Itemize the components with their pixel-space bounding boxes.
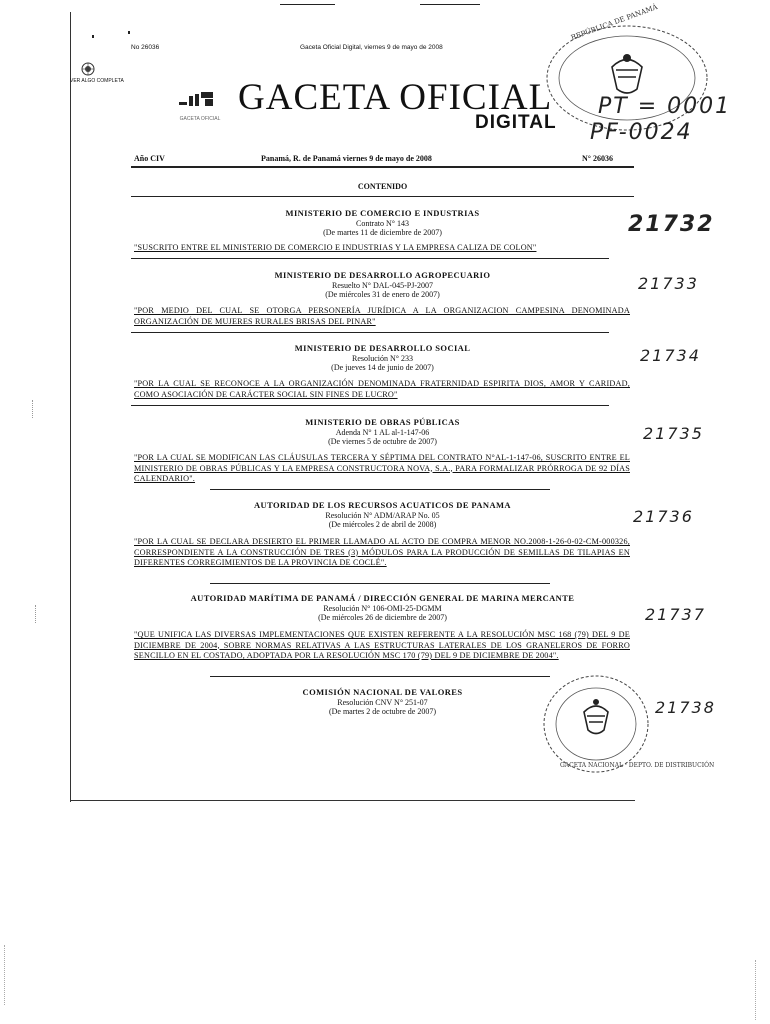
scan-dot xyxy=(128,31,130,34)
entry-doc: Resolución N° 106-OMI-25-DGMM xyxy=(323,604,442,613)
entry-hand-number: 21734 xyxy=(640,346,701,365)
entry-doc: Resuelto N° DAL-045-PJ-2007 xyxy=(332,281,433,290)
scan-smudge xyxy=(32,400,47,418)
entry-entity: MINISTERIO DE OBRAS PÚBLICAS xyxy=(305,417,460,427)
entry-title[interactable]: "POR MEDIO DEL CUAL SE OTORGA PERSONERÍA JURÍDICA A LA ORGANIZACION CAMPESINA DENOMINADA ORGANIZACIÓN DE MUJERES RURALES BRISAS DEL PINAR" xyxy=(134,306,630,326)
entry-title[interactable]: "POR LA CUAL SE MODIFICAN LAS CLÁUSULAS TERCERA Y SÉPTIMA DEL CONTRATO N°AL-1-147-06, SUSCRITO ENTRE EL MINISTERIO DE OBRAS PÚBLICAS Y LA EMPRESA CONSTRUCTORA NOVA, S.A., PARA FORMALIZAR PRÓRROGA DE 92 DÍAS CALENDARIO". xyxy=(134,453,630,483)
entry-date: (De martes 2 de octubre de 2007) xyxy=(328,707,437,716)
entry-entity: COMISIÓN NACIONAL DE VALORES xyxy=(302,687,463,697)
masthead-title: GACETA OFICIAL xyxy=(238,77,553,118)
entry-doc: Resolución N° ADM/ARAP No. 05 xyxy=(325,511,440,520)
handwritten-note-2: PF-0024 xyxy=(590,120,693,145)
entry-hand-number: 21736 xyxy=(633,507,694,526)
entry-hand-number: 21735 xyxy=(643,424,704,443)
entry-rule xyxy=(131,258,609,259)
place-date: Panamá, R. de Panamá viernes 9 de mayo de 2008 xyxy=(261,154,432,163)
entry-title[interactable]: "QUE UNIFICA LAS DIVERSAS IMPLEMENTACIONES QUE EXISTEN REFERENTE A LA RESOLUCIÓN MSC 168 (79) DEL 9 DE DICIEMBRE DE 2004, SOBRE NORMAS RELATIVAS A LAS ESTRUCTURAS LATERALES DE LOS GRANELEROS DE FORRO SENCILLO EN EL COSTADO, ADOPTADA POR LA RESOLUCIÓN MSC 170 (79) DEL 9 DE DICIEMBRE DE 2004". xyxy=(134,630,630,660)
entry-rule xyxy=(131,332,609,333)
entry-entity: AUTORIDAD MARÍTIMA DE PANAMÁ / DIRECCIÓN GENERAL DE MARINA MERCANTE xyxy=(190,593,575,603)
handwritten-note-1: PT = 0001 xyxy=(598,94,732,119)
top-scan-mark xyxy=(280,4,335,5)
masthead-emblem-icon xyxy=(175,90,225,119)
page-left-border xyxy=(70,12,71,802)
contents-heading: CONTENIDO xyxy=(357,182,408,191)
stamp-bottom-text: GACETA NACIONAL · DEPTO. DE DISTRIBUCIÓN xyxy=(560,762,715,769)
entry-doc: Resolución CNV N° 251-07 xyxy=(337,698,428,707)
entry-entity: MINISTERIO DE COMERCIO E INDUSTRIAS xyxy=(285,208,480,218)
running-title: Gaceta Oficial Digital, viernes 9 de mayo de 2008 xyxy=(300,44,443,51)
issue-number: N° 26036 xyxy=(582,154,613,163)
entry-rule xyxy=(210,489,550,490)
contents-rule xyxy=(131,196,634,197)
entry-date: (De miércoles 26 de diciembre de 2007) xyxy=(318,613,447,622)
entry-title[interactable]: "POR LA CUAL SE DECLARA DESIERTO EL PRIMER LLAMADO AL ACTO DE COMPRA MENOR NO.2008-1-26-0-02-CM-000326, CORRESPONDIENTE A LA CONSTRUCCIÓN DE TRES (3) MÓDULOS PARA LA PRODUCCIÓN DE SEMILLAS DE TILAPIAS EN DIFERENTES CORREGIMIENTOS DE LA PROVINCIA DE COCLÉ". xyxy=(134,537,630,567)
header-rule xyxy=(131,166,634,168)
edition-label: VER ALGO COMPLETA xyxy=(70,78,124,84)
scan-edge-mark xyxy=(755,960,756,1020)
entry-rule xyxy=(210,583,550,584)
entry-hand-number: 21737 xyxy=(645,605,706,624)
entry-hand-number: 21732 xyxy=(628,212,715,237)
entry-entity: AUTORIDAD DE LOS RECURSOS ACUATICOS DE PANAMA xyxy=(254,500,511,510)
seal-top-text: REPÚBLICA DE PANAMÁ xyxy=(569,3,659,42)
scan-smudge xyxy=(35,605,50,623)
entry-doc: Contrato N° 143 xyxy=(356,219,409,228)
entry-date: (De miércoles 2 de abril de 2008) xyxy=(328,520,437,529)
year-label: Año CIV xyxy=(134,154,165,163)
entry-date: (De miércoles 31 de enero de 2007) xyxy=(325,290,440,299)
entry-date: (De jueves 14 de junio de 2007) xyxy=(331,363,434,372)
entry-title[interactable]: "SUSCRITO ENTRE EL MINISTERIO DE COMERCIO E INDUSTRIAS Y LA EMPRESA CALIZA DE COLON" xyxy=(134,243,537,252)
entry-date: (De martes 11 de diciembre de 2007) xyxy=(323,228,442,237)
scan-edge-mark xyxy=(4,945,5,1005)
entry-hand-number: 21733 xyxy=(638,274,699,293)
masthead-logo-caption: GACETA OFICIAL xyxy=(179,116,221,122)
entry-rule xyxy=(131,405,609,406)
issue-number-small: No 26036 xyxy=(131,44,160,51)
entry-entity: MINISTERIO DE DESARROLLO SOCIAL xyxy=(294,343,471,353)
entry-doc: Resolución N° 233 xyxy=(352,354,413,363)
entry-entity: MINISTERIO DE DESARROLLO AGROPECUARIO xyxy=(274,270,491,280)
scan-dot xyxy=(92,35,94,38)
entry-hand-number: 21738 xyxy=(655,698,716,717)
page-bottom-border xyxy=(70,800,635,801)
entry-doc: Adenda N° 1 AL al-1-147-06 xyxy=(335,428,430,437)
entry-rule xyxy=(210,676,550,677)
masthead-subtitle: DIGITAL xyxy=(475,112,557,133)
entry-date: (De viernes 5 de octubre de 2007) xyxy=(328,437,437,446)
top-scan-mark xyxy=(420,4,480,5)
entry-title[interactable]: "POR LA CUAL SE RECONOCE A LA ORGANIZACIÓN DENOMINADA FRATERNIDAD ESPIRITA DIOS, AMOR Y CARIDAD, COMO ASOCIACIÓN DE CARÁCTER SOCIAL SIN FINES DE LUCRO" xyxy=(134,379,630,399)
